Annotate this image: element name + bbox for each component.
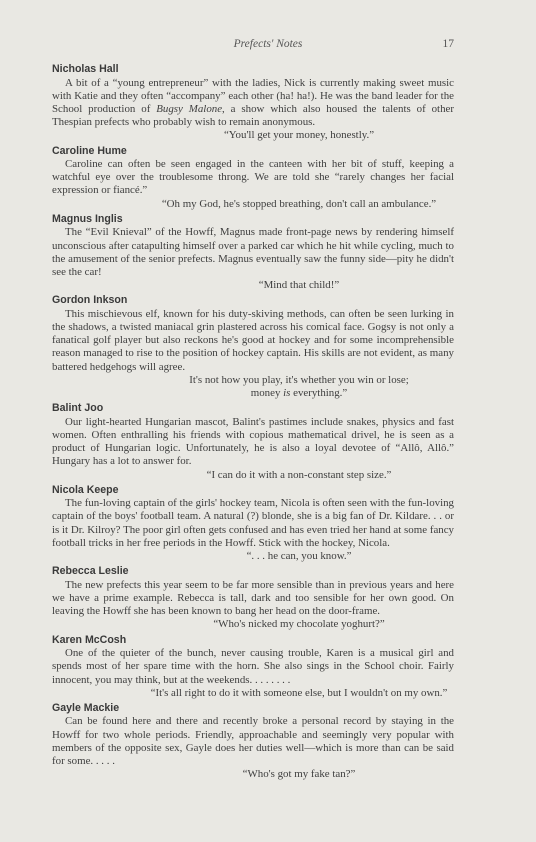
prefect-description [52,77,454,130]
prefect-name: Nicola Keepe [52,483,119,496]
description-text: Caroline can often be seen engaged in the canteen with her bit of stuff, keeping a watchful eye over the troublesome throng. We are told she “rarely changes her facial expression or fiancé.” [52,158,454,197]
quote-line: “Mind that child!” [258,279,340,292]
quote-line: “I can do it with a non-constant step size.” [206,468,392,481]
description-text: A bit of a “young entrepreneur” with the ladies, Nick is currently making sweet music with Katie and they often “accompany” each other (ha! ha!). He was the band leader for the School production of [52,76,454,115]
running-title: Prefects' Notes [233,38,303,50]
prefect-description [52,715,454,768]
quote-line: money is everything.” [250,387,348,400]
prefect-name: Nicholas Hall [52,63,119,75]
prefect-name: Magnus Inglis [52,212,123,225]
description-text: Can be found here and there and recently broke a personal record by staying in the Howff for two whole periods. Friendly, approachable and seemingly very popular with members of the opposite sex, Gayle does her duties well—which is more than can be said for some. . . . . [52,715,454,768]
prefect-quote [52,279,454,292]
description-text: The fun-loving captain of the girls' hockey team, Nicola is often seen with the fun-loving captain of the boys' football team. A natural (?) blonde, she is a big fan of Dr. Kildare. . . or is it Dr. Kilroy? The poor girl often gets confused and has even tried her hand at some fancy football tricks in her free periods in the Howff. Stick with the hockey, Nicola. [52,497,454,549]
description-text: This mischievous elf, known for his duty-skiving methods, can often be seen lurking in the shadows, a twisted maniacal grin plastered across his comical face. Gogsy is not only a fanatical golf player but also reckons he's good at hockey and for some incomprehensible reason managed to rise to the position of hockey captain. His skills are not evident, as many battered hedgehogs will agree. [52,307,454,373]
quote-line: “Oh my God, he's stopped breathing, don't call an ambulance.” [161,197,437,210]
prefect-name: Karen McCosh [52,633,127,646]
prefect-entry [52,63,454,143]
quote-line: “. . . he can, you know.” [246,550,352,563]
prefect-quote [52,129,454,142]
prefect-description [52,416,454,469]
prefect-description [52,497,454,550]
prefect-description [52,226,454,279]
quote-line: “It's all right to do it with someone else, but I wouldn't on my own.” [150,686,448,699]
prefect-name: Gayle Mackie [52,701,120,714]
prefect-entry [52,702,454,782]
prefect-description [52,579,454,619]
prefect-description [52,158,454,198]
prefect-name: Rebecca Leslie [52,565,129,578]
prefect-name: Balint Joo [52,402,104,415]
quote-line: “Who's nicked my chocolate yoghurt?” [213,618,385,631]
description-text: The new prefects this year seem to be far more sensible than in previous years and here we have a prime example. Rebecca is tall, dark and too sensible for her own good. On leaving the Howff she has been known to bang her head on the door-frame. [52,578,454,618]
entries-column [52,63,454,783]
quote-line: It's not how you play, it's whether you win or lose; [189,373,409,386]
prefect-name: Gordon Inkson [52,294,128,307]
prefect-entry [52,213,454,293]
prefect-entry [52,565,454,631]
prefect-description [52,647,454,687]
prefect-quote [52,618,454,631]
prefect-quote [52,374,454,400]
prefect-entry [52,402,454,482]
prefect-quote [52,198,454,211]
prefect-entry [52,484,454,564]
prefect-entry [52,634,454,700]
prefect-entry [52,294,454,400]
description-text: The “Evil Knieval” of the Howff, Magnus made front-page news by rendering himself unconscious after catapulting himself over a parked car which he hit while cycling, much to the amusement of the senior prefects. Magnus eventually saw the funny side—pity he didn't see the car! [52,226,454,278]
description-text: One of the quieter of the bunch, never causing trouble, Karen is a musical girl and spends most of her spare time with the horn. She also sings in the School choir. Fairly innocent, you may think, but at the weekends. . . . . . . . [52,647,454,686]
description-text: Our light-hearted Hungarian mascot, Balint's pastimes include snakes, physics and fast women. Often enthralling his friends with copious mathematical drivel, he is seen as a product of Hungarian logic. Unfortunately, he is also a loyal devotee of “Allô, Allô.” Hungary has a lot to answer for. [52,415,454,468]
prefect-quote [52,550,454,563]
prefect-quote [52,469,454,482]
quote-line: “You'll get your money, honestly.” [223,129,375,142]
prefect-name: Caroline Hume [52,144,127,157]
prefect-description [52,308,454,374]
page-number: 17 [442,38,454,50]
prefect-entry [52,145,454,211]
prefect-quote [52,687,454,700]
italic-title: Bugsy Malone [156,102,223,115]
description-text: , a show which also housed the talents of other Thespian prefects who probably wish to remain anonymous. [52,102,454,129]
quote-line: “Who's got my fake tan?” [242,768,356,781]
prefect-quote [52,768,454,781]
